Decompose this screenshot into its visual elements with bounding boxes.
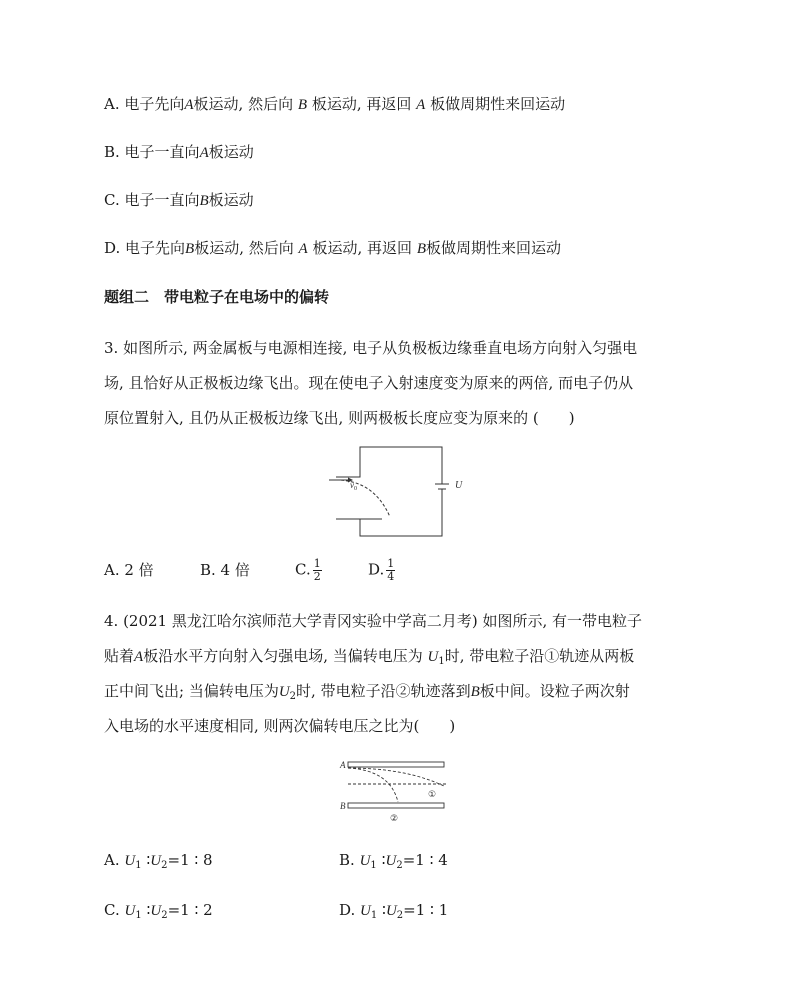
section-title: 题组二 带电粒子在电场中的偏转 (104, 288, 330, 306)
q4-option-c: C. $U_1$ $∶U_2=1$ ∶ 2 (104, 901, 213, 921)
track-1-label: ① (428, 790, 437, 800)
q4-option-b: B. $U_1$ $∶U_2=1$ ∶ 4 (339, 851, 448, 871)
q3-option-c: C. $\frac{1}{2}$ (295, 557, 321, 583)
q3-option-a: A. 2 倍 (104, 561, 154, 579)
svg-text:v0: $v_0$ (350, 480, 357, 492)
q4-line-2: 贴着A板沿水平方向射入匀强电场, 当偏转电压为 $U_1$时, 带电粒子沿①轨迹从两板 (104, 647, 635, 667)
q4-line-4: 入电场的水平速度相同, 则两次偏转电压之比为( ) (104, 717, 456, 735)
plate-b-label: B (340, 801, 346, 811)
q3-line-3: 原位置射入, 且仍从正极板边缘飞出, 则两极板长度应变为原来的 ( ) (104, 409, 575, 427)
q2-option-a: A. 电子先向A板运动, 然后向 B 板运动, 再返回 A 板做周期性来回运动 (104, 95, 566, 113)
q4-line-3: 正中间飞出; 当偏转电压为$U_2$时, 带电粒子沿②轨迹落到B板中间。设粒子两次射 (104, 682, 630, 702)
q3-option-d: D. $\frac{1}{4}$ (368, 557, 395, 583)
q2-option-d: D. 电子先向B板运动, 然后向 A 板运动, 再返回 B板做周期性来回运动 (104, 239, 561, 257)
voltage-label: U (455, 480, 463, 491)
q4-option-d: D. $U_1$ $∶U_2=1$ ∶ 1 (339, 901, 449, 921)
q3-line-1: 3. 如图所示, 两金属板与电源相连接, 电子从负极板边缘垂直电场方向射入匀强电 (104, 339, 638, 357)
q4-option-a: A. $U_1$ $∶U_2=1$ ∶ 8 (104, 851, 213, 871)
q2-option-c: C. 电子一直向B板运动 (104, 191, 254, 209)
q2-option-b: B. 电子一直向A板运动 (104, 143, 254, 161)
q4-deflection-figure (336, 756, 456, 830)
q4-line-1: 4. (2021 黑龙江哈尔滨师范大学青冈实验中学高二月考) 如图所示, 有一带电粒子 (104, 612, 643, 630)
q3-option-b: B. 4 倍 (200, 561, 250, 579)
q3-line-2: 场, 且恰好从正极板边缘飞出。现在使电子入射速度变为原来的两倍, 而电子仍从 (104, 374, 634, 392)
velocity-label: v (350, 480, 354, 490)
plate-a-label: A (340, 760, 346, 770)
q3-circuit-figure (322, 440, 472, 545)
track-2-label: ② (390, 814, 399, 824)
